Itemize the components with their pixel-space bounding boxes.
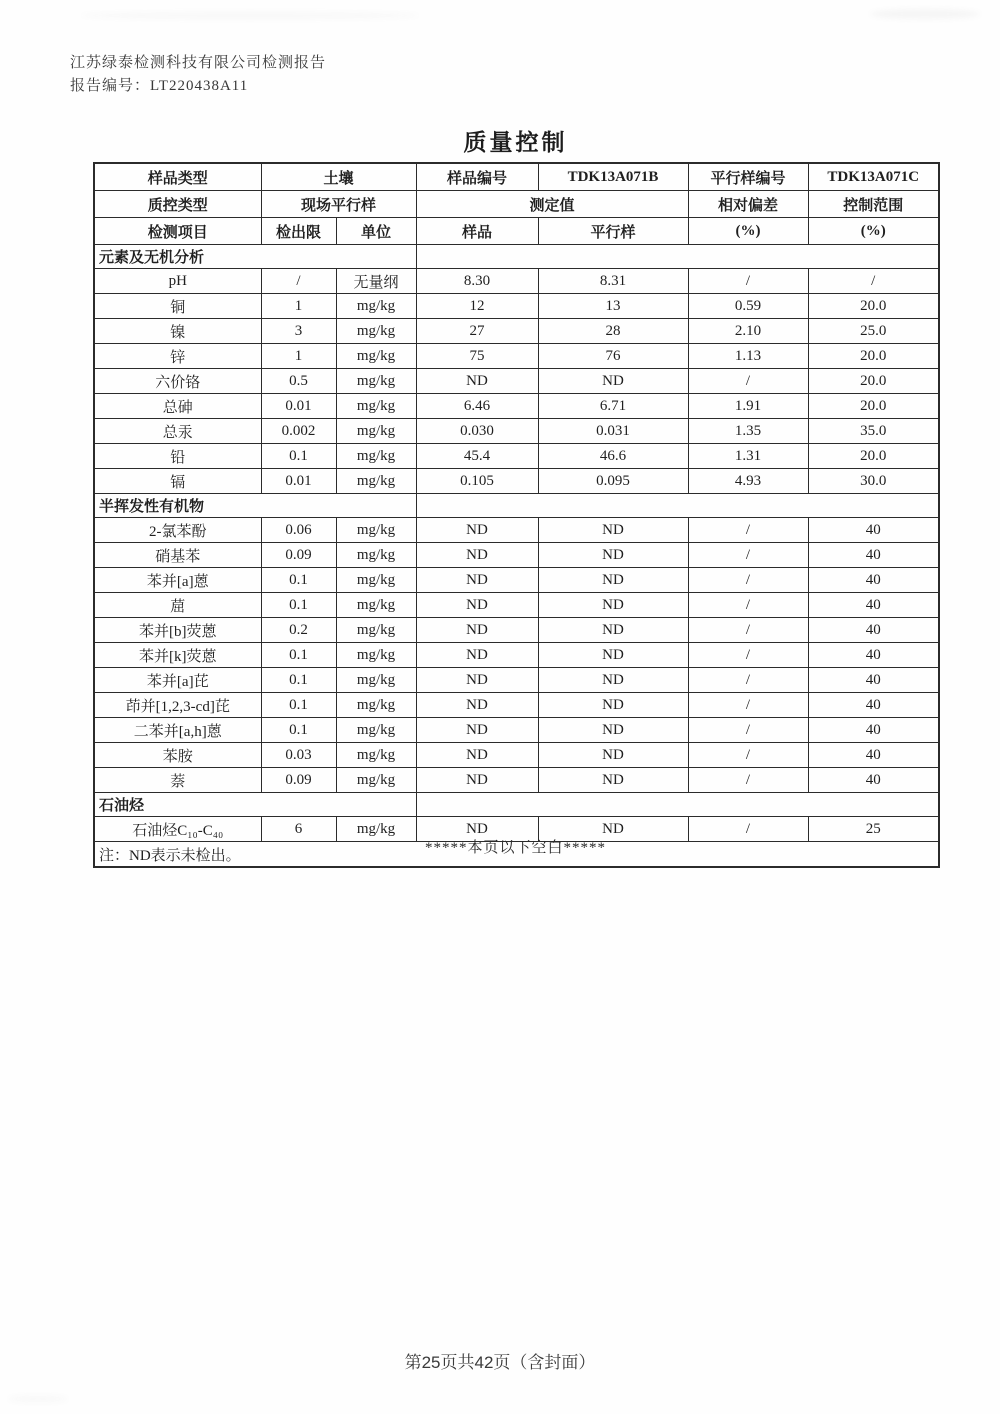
table-cell: 3 <box>261 319 336 344</box>
table-cell: 28 <box>538 319 688 344</box>
table-cell: mg/kg <box>336 319 416 344</box>
table-cell: 0.2 <box>261 618 336 643</box>
table-cell: ND <box>538 817 688 842</box>
table-cell: / <box>688 693 808 718</box>
table-cell: 0.09 <box>261 768 336 793</box>
table-cell: / <box>688 743 808 768</box>
analyte-name-cell: 铜 <box>94 294 261 319</box>
table-cell: ND <box>416 593 538 618</box>
company-report-line: 江苏绿泰检测科技有限公司检测报告 <box>70 55 327 71</box>
label-relative-deviation: 相对偏差 <box>688 191 808 218</box>
scan-artifact <box>80 12 420 19</box>
table-cell: ND <box>416 518 538 543</box>
value-sample-type: 土壤 <box>261 163 416 191</box>
table-cell: 0.01 <box>261 469 336 494</box>
table-cell: 45.4 <box>416 444 538 469</box>
label-sample-type: 样品类型 <box>94 163 261 191</box>
table-row <box>94 344 939 369</box>
table-cell: ND <box>538 668 688 693</box>
table-cell: 0.1 <box>261 718 336 743</box>
analyte-name-cell: 二苯并[a,h]蒽 <box>94 718 261 743</box>
table-cell: ND <box>416 568 538 593</box>
section-empty-cell <box>416 494 939 518</box>
table-cell: 25.0 <box>808 319 939 344</box>
analyte-name-cell: 铅 <box>94 444 261 469</box>
label-control-range: 控制范围 <box>808 191 939 218</box>
value-qc-type: 现场平行样 <box>261 191 416 218</box>
table-cell: ND <box>538 543 688 568</box>
table-row <box>94 294 939 319</box>
table-cell: ND <box>416 693 538 718</box>
table-cell: ND <box>538 593 688 618</box>
section-title: 半挥发性有机物 <box>94 494 416 518</box>
col-header-unit: 单位 <box>336 218 416 245</box>
table-cell: ND <box>538 643 688 668</box>
table-cell: 46.6 <box>538 444 688 469</box>
table-cell: mg/kg <box>336 394 416 419</box>
table-cell: 40 <box>808 593 939 618</box>
table-cell: / <box>261 269 336 294</box>
table-cell: 40 <box>808 518 939 543</box>
table-row <box>94 369 939 394</box>
table-cell: 0.09 <box>261 543 336 568</box>
table-row <box>94 319 939 344</box>
col-header-deviation-percent: (%) <box>688 218 808 245</box>
table-cell: mg/kg <box>336 419 416 444</box>
analyte-name-cell: 苯并[b]荧蒽 <box>94 618 261 643</box>
analyte-name-cell: 总汞 <box>94 419 261 444</box>
col-header-item: 检测项目 <box>94 218 261 245</box>
table-cell: / <box>688 269 808 294</box>
table-cell: ND <box>416 369 538 394</box>
section-row <box>94 494 939 518</box>
table-cell: 40 <box>808 618 939 643</box>
table-cell: 0.002 <box>261 419 336 444</box>
table-cell: / <box>688 643 808 668</box>
section-empty-cell <box>416 793 939 817</box>
header-row-2 <box>94 191 939 218</box>
table-cell: 40 <box>808 768 939 793</box>
table-cell: 0.1 <box>261 668 336 693</box>
table-row <box>94 568 939 593</box>
table-cell: 8.31 <box>538 269 688 294</box>
table-cell: 20.0 <box>808 294 939 319</box>
table-cell: 20.0 <box>808 344 939 369</box>
table-row <box>94 269 939 294</box>
header-row-3 <box>94 218 939 245</box>
analyte-name-cell: 萘 <box>94 768 261 793</box>
label-measured-value: 测定值 <box>416 191 688 218</box>
table-cell: ND <box>538 718 688 743</box>
table-cell: 0.1 <box>261 643 336 668</box>
table-cell: 8.30 <box>416 269 538 294</box>
table-cell: mg/kg <box>336 693 416 718</box>
analyte-name-cell: 苯胺 <box>94 743 261 768</box>
table-cell: / <box>688 718 808 743</box>
table-cell: 0.01 <box>261 394 336 419</box>
table-cell: 40 <box>808 718 939 743</box>
table-cell: 27 <box>416 319 538 344</box>
table-cell: 40 <box>808 743 939 768</box>
analyte-name-cell: pH <box>94 269 261 294</box>
table-cell: 30.0 <box>808 469 939 494</box>
report-header <box>70 52 326 98</box>
analyte-name-cell: 苯并[a]蒽 <box>94 568 261 593</box>
table-row <box>94 518 939 543</box>
table-cell: mg/kg <box>336 593 416 618</box>
table-row <box>94 394 939 419</box>
table-row <box>94 693 939 718</box>
table-cell: 1 <box>261 344 336 369</box>
table-cell: / <box>688 618 808 643</box>
value-parallel-sample-id: TDK13A071C <box>808 163 939 191</box>
table-cell: mg/kg <box>336 294 416 319</box>
table-cell: / <box>688 668 808 693</box>
table-cell: 76 <box>538 344 688 369</box>
table-row <box>94 469 939 494</box>
section-row <box>94 793 939 817</box>
table-cell: / <box>688 543 808 568</box>
label-qc-type: 质控类型 <box>94 191 261 218</box>
table-cell: mg/kg <box>336 369 416 394</box>
table-cell: 20.0 <box>808 444 939 469</box>
table-row <box>94 718 939 743</box>
table-row <box>94 643 939 668</box>
table-cell: 6.46 <box>416 394 538 419</box>
page-title: 质量控制 <box>463 130 568 155</box>
table-cell: ND <box>538 768 688 793</box>
scan-artifact <box>8 1395 68 1403</box>
table-cell: ND <box>416 643 538 668</box>
analyte-name-cell: 总砷 <box>94 394 261 419</box>
table-cell: 0.1 <box>261 693 336 718</box>
scan-artifact <box>870 9 980 19</box>
value-sample-id: TDK13A071B <box>538 163 688 191</box>
table-cell: 1.35 <box>688 419 808 444</box>
analyte-name-cell: 硝基苯 <box>94 543 261 568</box>
table-cell: ND <box>538 369 688 394</box>
table-cell: 0.5 <box>261 369 336 394</box>
table-row <box>94 768 939 793</box>
table-cell: 2.10 <box>688 319 808 344</box>
analyte-name-cell: 镍 <box>94 319 261 344</box>
page-number: 第25页共42页（含封面） <box>404 1353 596 1372</box>
table-cell: 40 <box>808 568 939 593</box>
table-cell: / <box>808 269 939 294</box>
label-sample-id: 样品编号 <box>416 163 538 191</box>
quality-control-table <box>93 162 940 868</box>
col-header-parallel-sample: 平行样 <box>538 218 688 245</box>
table-cell: 35.0 <box>808 419 939 444</box>
table-cell: 13 <box>538 294 688 319</box>
table-cell: mg/kg <box>336 568 416 593</box>
table-cell: 0.59 <box>688 294 808 319</box>
table-cell: mg/kg <box>336 518 416 543</box>
table-cell: 25 <box>808 817 939 842</box>
table-cell: ND <box>538 568 688 593</box>
table-cell: 40 <box>808 693 939 718</box>
table-cell: mg/kg <box>336 718 416 743</box>
table-cell: mg/kg <box>336 543 416 568</box>
table-cell: ND <box>416 668 538 693</box>
section-title: 石油烃 <box>94 793 416 817</box>
col-header-sample: 样品 <box>416 218 538 245</box>
table-cell: ND <box>416 618 538 643</box>
table-cell: ND <box>416 768 538 793</box>
report-number-line: 报告编号：LT220438A11 <box>70 78 249 94</box>
table-cell: ND <box>416 718 538 743</box>
header-row-1 <box>94 163 939 191</box>
table-cell: mg/kg <box>336 668 416 693</box>
table-cell: ND <box>416 543 538 568</box>
table-cell: 0.1 <box>261 593 336 618</box>
table-cell: 0.1 <box>261 444 336 469</box>
table-cell: 75 <box>416 344 538 369</box>
analyte-name-cell: 䓛 <box>94 593 261 618</box>
analyte-name-cell: 镉 <box>94 469 261 494</box>
table-cell: mg/kg <box>336 618 416 643</box>
table-cell: / <box>688 369 808 394</box>
section-empty-cell <box>416 245 939 269</box>
table-cell: 40 <box>808 643 939 668</box>
table-cell: 20.0 <box>808 394 939 419</box>
analyte-name-cell: 锌 <box>94 344 261 369</box>
table-cell: mg/kg <box>336 643 416 668</box>
label-parallel-sample-id: 平行样编号 <box>688 163 808 191</box>
table-cell: 6 <box>261 817 336 842</box>
table-cell: 12 <box>416 294 538 319</box>
table-cell: 0.105 <box>416 469 538 494</box>
section-row <box>94 245 939 269</box>
table-cell: / <box>688 593 808 618</box>
table-cell: 0.1 <box>261 568 336 593</box>
table-row <box>94 593 939 618</box>
table-row <box>94 543 939 568</box>
table-cell: mg/kg <box>336 344 416 369</box>
analyte-name-cell: 2-氯苯酚 <box>94 518 261 543</box>
table-cell: / <box>688 817 808 842</box>
col-header-detection-limit: 检出限 <box>261 218 336 245</box>
table-cell: 0.06 <box>261 518 336 543</box>
table-cell: 0.030 <box>416 419 538 444</box>
table-cell: / <box>688 768 808 793</box>
table-cell: / <box>688 518 808 543</box>
blank-below-note: *****本页以下空白***** <box>424 840 606 856</box>
col-header-range-percent: (%) <box>808 218 939 245</box>
table-cell: 6.71 <box>538 394 688 419</box>
analyte-name-cell: 茚并[1,2,3-cd]芘 <box>94 693 261 718</box>
table-cell: mg/kg <box>336 469 416 494</box>
table-cell: ND <box>538 743 688 768</box>
table-cell: ND <box>538 518 688 543</box>
table-cell: mg/kg <box>336 817 416 842</box>
table-cell: 1.31 <box>688 444 808 469</box>
analyte-name-cell: 苯并[a]芘 <box>94 668 261 693</box>
table-cell: mg/kg <box>336 768 416 793</box>
table-row <box>94 419 939 444</box>
table-cell: 1.91 <box>688 394 808 419</box>
table-cell: 1 <box>261 294 336 319</box>
table-cell: 1.13 <box>688 344 808 369</box>
table-body <box>94 245 939 842</box>
table-cell: / <box>688 568 808 593</box>
section-title: 元素及无机分析 <box>94 245 416 269</box>
table-cell: ND <box>416 743 538 768</box>
analyte-name-cell: 六价铬 <box>94 369 261 394</box>
table-cell: ND <box>416 817 538 842</box>
table-cell: 40 <box>808 543 939 568</box>
table-cell: mg/kg <box>336 444 416 469</box>
table-cell: 0.095 <box>538 469 688 494</box>
nd-note: 注：ND表示未检出。 <box>94 842 939 868</box>
table-cell: ND <box>538 693 688 718</box>
table-header <box>94 163 939 245</box>
table-cell: 4.93 <box>688 469 808 494</box>
table-row <box>94 618 939 643</box>
table-row <box>94 444 939 469</box>
analyte-name-cell: 石油烃C₁₀-C₄₀ <box>94 817 261 842</box>
table-cell: 20.0 <box>808 369 939 394</box>
table-cell: mg/kg <box>336 743 416 768</box>
table-row <box>94 743 939 768</box>
table-cell: 40 <box>808 668 939 693</box>
analyte-name-cell: 苯并[k]荧蒽 <box>94 643 261 668</box>
table-cell: 0.03 <box>261 743 336 768</box>
table-row <box>94 668 939 693</box>
table-cell: 0.031 <box>538 419 688 444</box>
table-cell: 无量纲 <box>336 269 416 294</box>
table-cell: ND <box>538 618 688 643</box>
